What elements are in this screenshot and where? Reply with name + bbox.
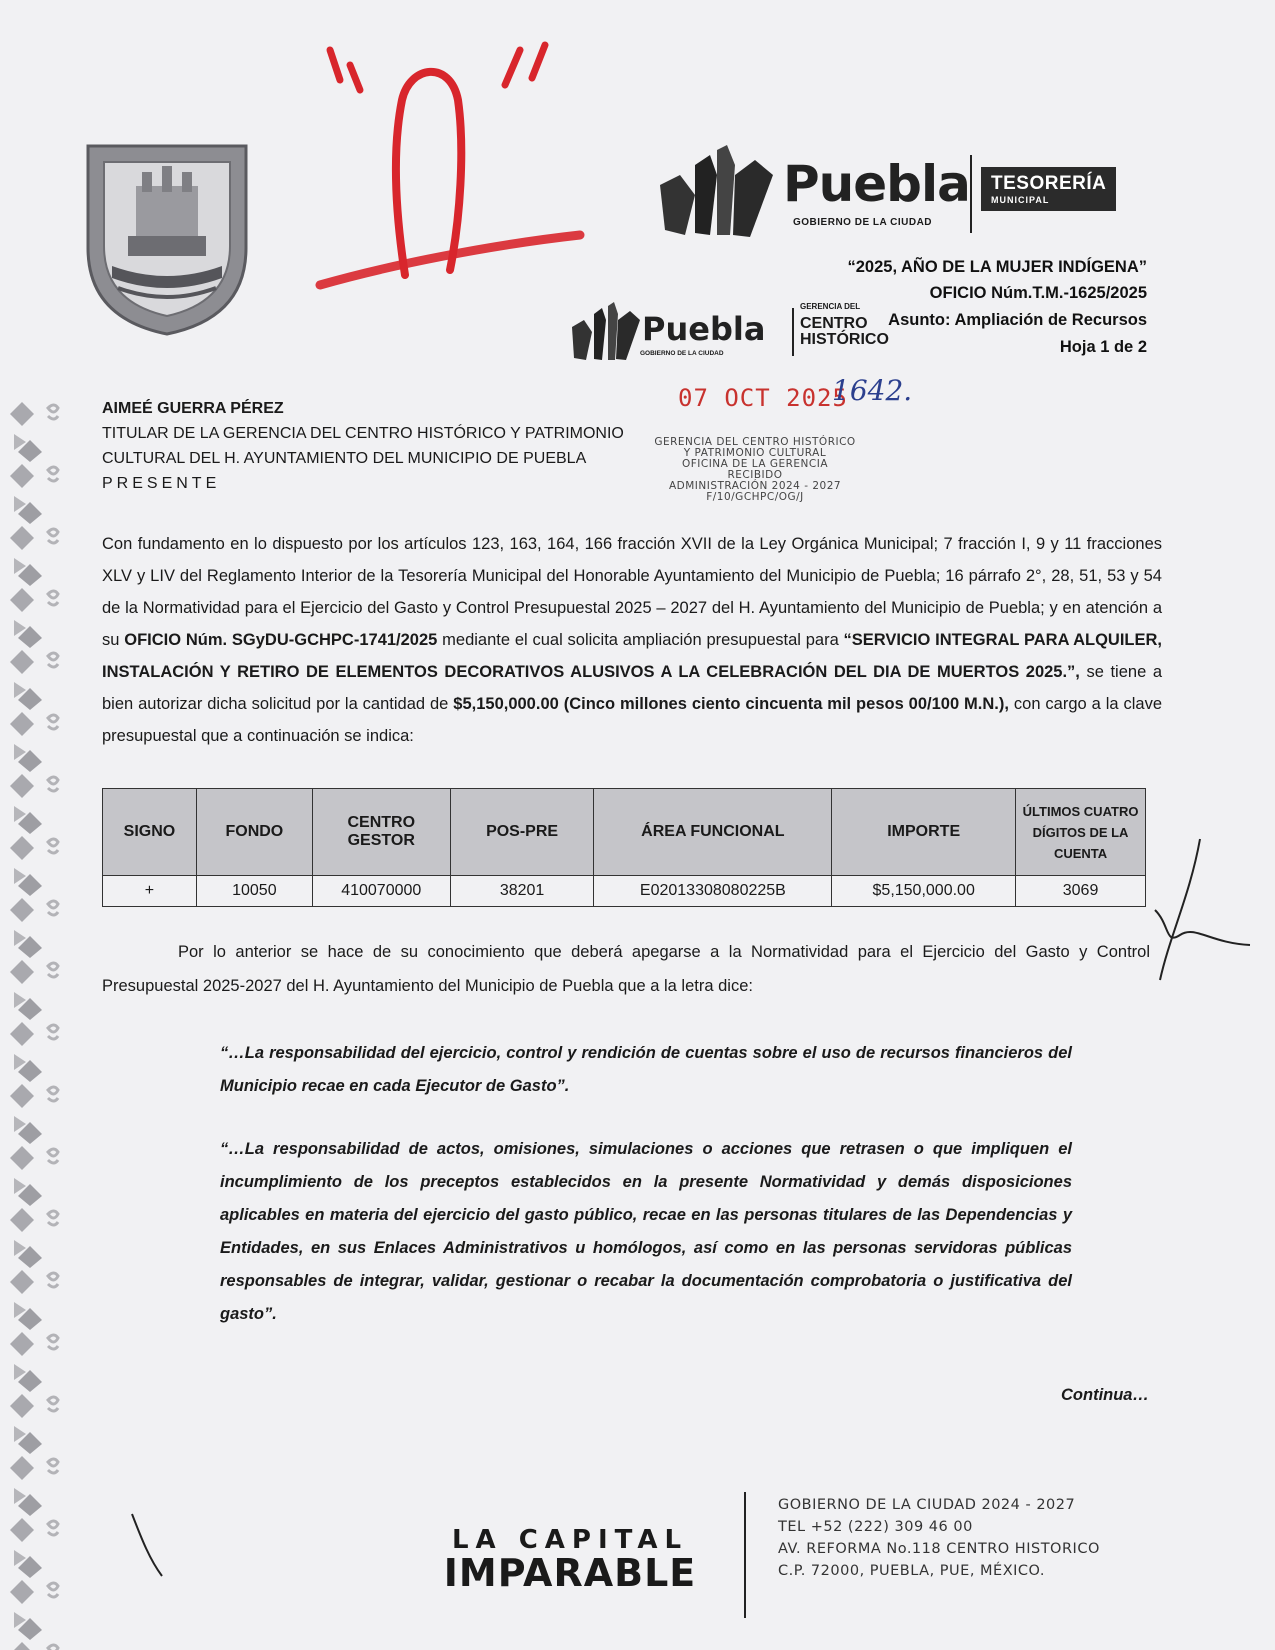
year-motto: “2025, AÑO DE LA MUJER INDÍGENA” (847, 258, 1147, 276)
received-date-stamp: 07 OCT 2025 (678, 384, 848, 412)
stamp-line: RECIBIDO (727, 469, 783, 481)
body-text: mediante el cual solicita ampliación presupuestal para (437, 631, 844, 649)
table-header: IMPORTE (832, 789, 1016, 876)
quote-one: “…La responsabilidad del ejercicio, control y rendición de cuentas sobre el uso de recursos financieros del Municipio recae en cada Ejecutor de Gasto”. (220, 1044, 1072, 1095)
authorized-amount: $5,150,000.00 (Cinco millones ciento cincuenta mil pesos 00/100 M.N.), (453, 695, 1009, 713)
municipal-seal (78, 138, 256, 338)
body-text: se tiene a bien autorizar dicha solicitud por la cantidad de (102, 663, 1163, 713)
received-stamp-text (630, 437, 880, 503)
addressee-title-line1: TITULAR DE LA GERENCIA DEL CENTRO HISTÓRICO Y PATRIMONIO (102, 425, 624, 442)
side-pattern-decoration (8, 400, 66, 1650)
addressee-title-line2: CULTURAL DEL H. AYUNTAMIENTO DEL MUNICIPIO DE PUEBLA (102, 450, 587, 467)
budget-key-table (102, 788, 1146, 907)
table-header: POS-PRE (450, 789, 594, 876)
puebla-emblem-icon (655, 145, 775, 240)
table-header: FONDO (196, 789, 312, 876)
footer-line: AV. REFORMA No.118 CENTRO HISTORICO (778, 1541, 1100, 1557)
body-text: con cargo a la clave presupuestal que a continuación se indica: (102, 695, 1163, 745)
service-description: “SERVICIO INTEGRAL PARA ALQUILER, INSTALACIÓN Y RETIRO DE ELEMENTOS DECORATIVOS ALUSIVOS A LA CELEBRACIÓN DEL DIA DE MUERTOS 2025.”, (102, 631, 1162, 681)
handwritten-signature (1150, 835, 1260, 985)
department-name: TESORERÍA (991, 173, 1107, 194)
slogan-line2: IMPARABLE (443, 1551, 697, 1595)
reference-office: OFICIO Núm. SGyDU-GCHPC-1741/2025 (124, 631, 438, 649)
stamp-line: F/10/GCHPC/OG/J (706, 491, 804, 503)
handwritten-red-a-mark (300, 40, 600, 300)
subject: Asunto: Ampliación de Recursos (888, 311, 1147, 329)
table-cell: E02013308080225B (594, 876, 832, 907)
stamp-line: Y PATRIMONIO CULTURAL (683, 447, 827, 459)
addressee-name: AIMEÉ GUERRA PÉREZ (102, 400, 284, 417)
table-header-row (103, 789, 1146, 876)
department-badge (981, 167, 1116, 211)
stamp-logo-unit-top: GERENCIA DEL (800, 302, 861, 311)
table-cell: 38201 (450, 876, 594, 907)
slogan-logo (420, 1525, 720, 1595)
logo-government: GOBIERNO DE LA CIUDAD (793, 217, 933, 228)
body-paragraph (102, 528, 1162, 752)
table-cell: $5,150,000.00 (832, 876, 1016, 907)
footer-line: TEL +52 (222) 309 46 00 (778, 1519, 973, 1535)
table-cell: 10050 (196, 876, 312, 907)
gerencia-stamp-logo (570, 302, 910, 362)
table-header: CENTRO GESTOR (312, 789, 450, 876)
table-header: SIGNO (103, 789, 197, 876)
table-cell: 3069 (1016, 876, 1146, 907)
slogan-line1: LA CAPITAL (451, 1525, 689, 1555)
stamp-emblem-icon (570, 302, 640, 362)
stamp-logo-city: Puebla (642, 310, 766, 348)
tesoreria-logo (655, 145, 1115, 245)
table-cell: + (103, 876, 197, 907)
table-cell: 410070000 (312, 876, 450, 907)
logo-city-name: Puebla (783, 155, 970, 213)
stamp-logo-government: GOBIERNO DE LA CIUDAD (640, 350, 724, 357)
normative-paragraph: Por lo anterior se hace de su conocimiento que deberá apegarse a la Normatividad para el Ejercicio del Gasto y Control Presupuestal 2025-2027 del H. Ayuntamiento del Municipio de Puebla que a la letra dice: (102, 943, 1150, 995)
body-text: Con fundamento en lo dispuesto por los artículos 123, 163, 164, 166 fracción XVII de la Ley Orgánica Municipal; 7 fracción I, 9 y 11 fracciones XLV y LIV del Reglamento Interior de la Tesorería Municipal del Honorable Ayuntamiento del Municipio de Puebla; 16 párrafo 2°, 28, 51, 53 y 54 de la Normatividad para el Ejercicio del Gasto y Control Presupuestal 2025 – 2027 del H. Ayuntamiento del Municipio de Puebla; y en atención a su (102, 535, 1162, 649)
stamp-line: ADMINISTRACIÓN 2024 - 2027 (668, 480, 842, 492)
table-row (103, 876, 1146, 907)
footer-divider (744, 1492, 746, 1618)
department-sub: MUNICIPAL (991, 195, 1050, 205)
addressee-block (102, 396, 624, 496)
table-header: ÚLTIMOS CUATRO DÍGITOS DE LA CUENTA (1016, 789, 1146, 876)
continues-marker: Continua… (1061, 1386, 1149, 1404)
footer-line: C.P. 72000, PUEBLA, PUE, MÉXICO. (778, 1563, 1045, 1579)
stamp-logo-unit: CENTRO HISTÓRICO (800, 315, 889, 348)
pen-mark (128, 1510, 168, 1580)
footer-contact-info (778, 1494, 1100, 1582)
handwritten-folio-number: 1642. (832, 374, 913, 407)
greeting: PRESENTE (102, 475, 221, 492)
page-indicator: Hoja 1 de 2 (1059, 338, 1147, 356)
stamp-line: OFICINA DE LA GERENCIA (681, 458, 829, 470)
footer-line: GOBIERNO DE LA CIUDAD 2024 - 2027 (778, 1497, 1076, 1513)
quote-two: “…La responsabilidad de actos, omisiones, simulaciones o acciones que retrasen o que impliquen el incumplimiento de los preceptos establecidos en la presente Normatividad y demás disposiciones aplicables en materia del ejercicio del gasto público, recae en las personas titulares de las Dependencias y Entidades, en sus Enlaces Administrativos u homólogos, así como en las personas servidoras públicas responsables de integrar, validar, gestionar o recabar la documentación comprobatoria o justificativa del gasto”. (220, 1140, 1072, 1323)
stamp-line: GERENCIA DEL CENTRO HISTÓRICO (654, 436, 856, 448)
table-header: ÁREA FUNCIONAL (594, 789, 832, 876)
office-number: OFICIO Núm.T.M.-1625/2025 (929, 284, 1147, 302)
